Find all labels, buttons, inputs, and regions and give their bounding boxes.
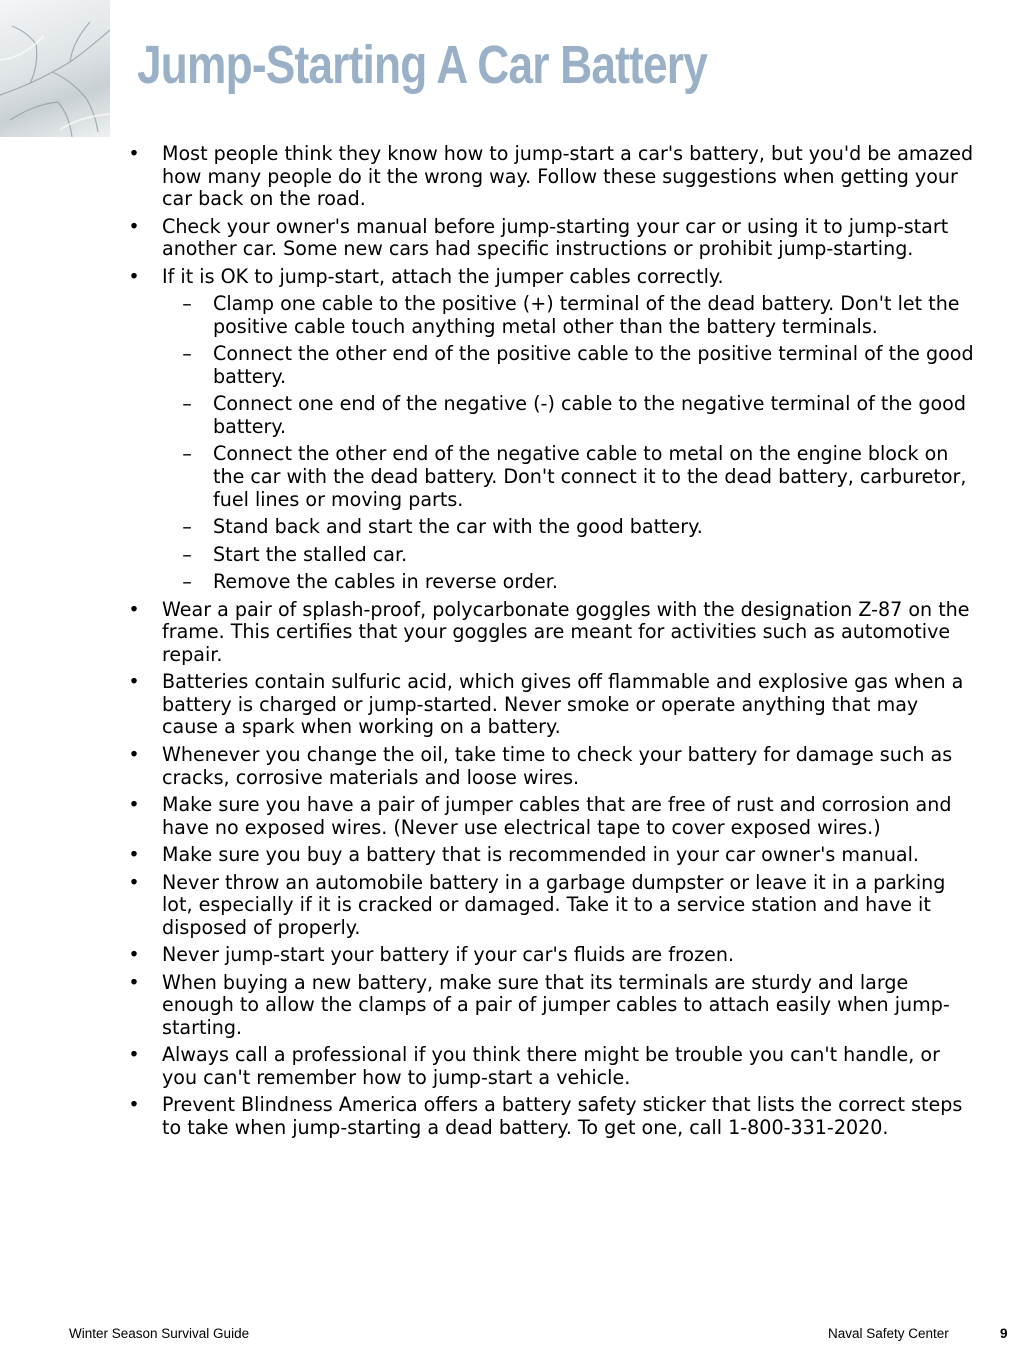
- dash-icon: –: [182, 392, 192, 416]
- bullet-list: [0, 143, 1024, 1140]
- dash-icon: –: [182, 570, 192, 594]
- list-item: [0, 143, 1024, 211]
- bullet-icon: •: [128, 843, 140, 867]
- list-item: [0, 1044, 1024, 1089]
- dash-icon: –: [182, 292, 192, 316]
- dash-icon: –: [182, 342, 192, 366]
- list-item-text: If it is OK to jump-start, attach the jumper cables correctly.: [162, 264, 724, 288]
- bullet-icon: •: [128, 943, 140, 967]
- footer-organization: Naval Safety Center: [828, 1326, 949, 1341]
- dash-icon: –: [182, 542, 192, 566]
- list-item: [0, 944, 1024, 967]
- sub-list-item-text: Remove the cables in reverse order.: [213, 570, 558, 594]
- list-item: [0, 1094, 1024, 1139]
- list-item: [0, 266, 1024, 594]
- dash-icon: –: [182, 515, 192, 539]
- footer-guide-title: Winter Season Survival Guide: [69, 1326, 250, 1341]
- sub-list: [162, 293, 974, 593]
- list-item-text: Whenever you change the oil, take time to check your battery for damage such as cracks, corrosive materials and loose wires.: [162, 742, 953, 789]
- list-item: [0, 794, 1024, 839]
- frosted-branch-icon: [0, 0, 110, 137]
- list-item-text: Never jump-start your battery if your car's fluids are frozen.: [162, 943, 735, 967]
- list-item-text: Prevent Blindness America offers a battery safety sticker that lists the correct steps to take when jump-starting a dead battery. To get one, call 1-800-331-2020.: [162, 1093, 963, 1140]
- list-item: [0, 671, 1024, 739]
- list-item-text: Make sure you buy a battery that is recommended in your car owner's manual.: [162, 843, 919, 867]
- sub-list-item: [182, 442, 974, 511]
- sub-list-item-text: Connect the other end of the positive cable to the positive terminal of the good battery.: [213, 342, 974, 388]
- list-item-text: Check your owner's manual before jump-starting your car or using it to jump-start another car. Some new cars had specific instructions or prohibit jump-starting.: [162, 214, 949, 261]
- sub-list-item-text: Clamp one cable to the positive (+) terminal of the dead battery. Don't let the positive cable touch anything metal other than the battery terminals.: [213, 292, 960, 338]
- list-item-text: When buying a new battery, make sure that its terminals are sturdy and large enough to allow the clamps of a pair of jumper cables to attach easily when jump-starting.: [162, 970, 950, 1039]
- bullet-icon: •: [128, 264, 140, 288]
- bullet-icon: •: [128, 793, 140, 817]
- list-item-text: Make sure you have a pair of jumper cables that are free of rust and corrosion and have no exposed wires. (Never use electrical tape to cover exposed wires.): [162, 793, 952, 839]
- sub-list-item-text: Connect one end of the negative (-) cable to the negative terminal of the good battery.: [213, 392, 966, 438]
- list-item: [0, 872, 1024, 940]
- bullet-icon: •: [128, 970, 140, 994]
- list-item-text: Most people think they know how to jump-start a car's battery, but you'd be amazed how many people do it the wrong way. Follow these suggestions when getting your car back on the road.: [162, 142, 974, 211]
- list-item-text: Wear a pair of splash-proof, polycarbonate goggles with the designation Z-87 on the frame. This certifies that your goggles are meant for activities such as automotive repair.: [162, 597, 970, 666]
- list-item: [0, 744, 1024, 789]
- bullet-icon: •: [128, 597, 140, 621]
- page-title: Jump-Starting A Car Battery: [137, 35, 708, 95]
- list-item-text: Always call a professional if you think there might be trouble you can't handle, or you can't remember how to jump-start a vehicle.: [162, 1043, 940, 1089]
- sub-list-item-text: Connect the other end of the negative cable to metal on the engine block on the car with the dead battery. Don't connect it to the dead battery, carburetor, fuel lines or moving parts.: [213, 442, 967, 511]
- list-item: [0, 599, 1024, 667]
- content-body: [0, 143, 1024, 1145]
- bullet-icon: •: [128, 670, 140, 694]
- sub-list-item: [182, 292, 974, 338]
- list-item: [0, 972, 1024, 1040]
- bullet-icon: •: [128, 1043, 140, 1067]
- bullet-icon: •: [128, 142, 140, 165]
- sub-list-item-text: Start the stalled car.: [213, 542, 408, 566]
- sub-list-item: [182, 342, 974, 388]
- bullet-icon: •: [128, 870, 140, 894]
- bullet-icon: •: [128, 1093, 140, 1117]
- sub-list-item: [182, 392, 974, 438]
- dash-icon: –: [182, 442, 192, 466]
- sub-list-item-text: Stand back and start the car with the good battery.: [213, 515, 703, 539]
- list-item-text: Never throw an automobile battery in a garbage dumpster or leave it in a parking lot, especially if it is cracked or damaged. Take it to a service station and have it disposed of properly.: [162, 870, 946, 939]
- list-item: [0, 216, 1024, 261]
- frosted-branch-image: [0, 0, 110, 137]
- list-item-text: Batteries contain sulfuric acid, which gives off flammable and explosive gas when a battery is charged or jump-started. Never smoke or operate anything that may cause a spark when working on a battery.: [162, 670, 964, 739]
- list-item: [0, 844, 1024, 867]
- sub-list-item: [182, 542, 974, 567]
- sub-list-item: [182, 515, 974, 539]
- page-number: 9: [1000, 1326, 1008, 1341]
- bullet-icon: •: [128, 742, 140, 766]
- bullet-icon: •: [128, 214, 140, 238]
- sub-list-item: [182, 570, 974, 594]
